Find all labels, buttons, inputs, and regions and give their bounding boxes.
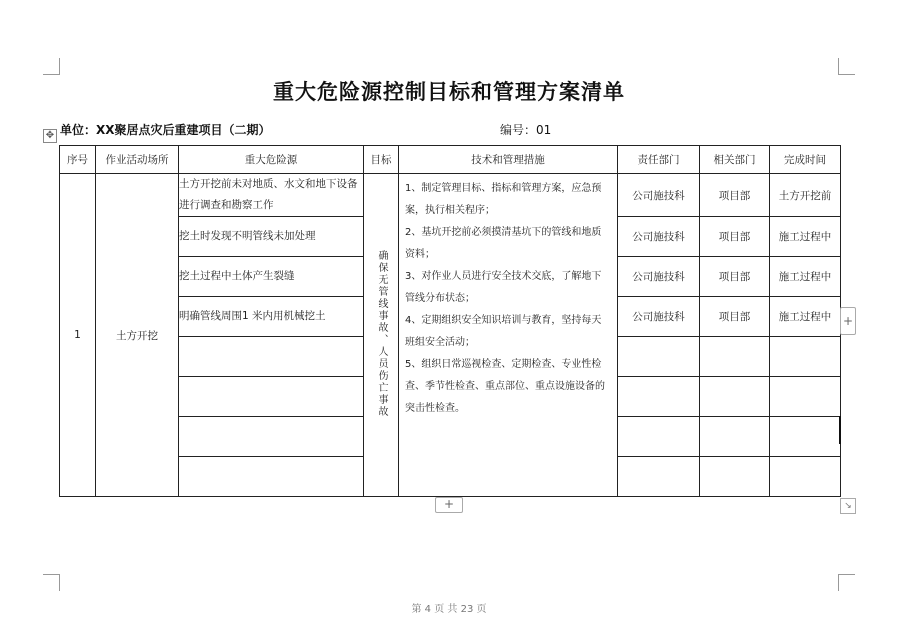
page-corner-mark-top-left (43, 58, 60, 75)
table-resize-handle-icon[interactable]: ↘ (840, 498, 856, 514)
completion-time-cell[interactable]: 施工过程中 (770, 257, 841, 297)
page-corner-mark-bottom-left (43, 574, 60, 591)
page-number: 第 4 页 共 23 页 (411, 604, 487, 615)
table-move-handle-icon[interactable]: ✥ (43, 129, 57, 143)
seq-cell[interactable]: 1 (60, 174, 96, 497)
hazard-cell[interactable]: 土方开挖前未对地质、水文和地下设备进行调查和勘察工作 (179, 174, 364, 217)
unit-label: 单位：XX聚居点灾后重建项目（二期） (60, 123, 271, 137)
target-text: 确保无管线事故、人员伤亡事故 (376, 249, 387, 418)
measure-item: 3、对作业人员进行安全技术交底，了解地下管线分布状态； (405, 271, 602, 304)
related-dept-cell-empty[interactable] (700, 417, 770, 457)
header-measures: 技术和管理措施 (399, 146, 618, 174)
responsible-dept-cell-empty[interactable] (618, 417, 700, 457)
measures-cell[interactable] (399, 174, 618, 497)
hazard-cell-empty[interactable] (179, 377, 364, 417)
hazard-cell[interactable]: 挖土过程中土体产生裂缝 (179, 257, 364, 297)
completion-time-cell[interactable]: 施工过程中 (770, 217, 841, 257)
activity-cell[interactable]: 土方开挖 (96, 174, 179, 497)
measure-item: 2、基坑开挖前必须摸清基坑下的管线和地质资料； (405, 227, 602, 260)
related-dept-cell[interactable]: 项目部 (700, 174, 770, 217)
page-corner-mark-bottom-right (838, 574, 855, 591)
code-label: 编号：01 (500, 123, 552, 137)
responsible-dept-cell[interactable]: 公司施技科 (618, 297, 700, 337)
measure-item: 5、组织日常巡视检查、定期检查、专业性检查、季节性检查、重点部位、重点设施设备的突击性检查。 (405, 359, 605, 414)
responsible-dept-cell-empty[interactable] (618, 457, 700, 497)
hazard-cell-empty[interactable] (179, 457, 364, 497)
responsible-dept-cell[interactable]: 公司施技科 (618, 174, 700, 217)
table-header-row (60, 146, 841, 174)
related-dept-cell-empty[interactable] (700, 457, 770, 497)
add-column-button[interactable]: + (840, 307, 856, 335)
completion-time-cell-empty[interactable] (770, 457, 841, 497)
page-corner-mark-top-right (838, 58, 855, 75)
header-activity: 作业活动场所 (96, 146, 179, 174)
hazard-cell-empty[interactable] (179, 337, 364, 377)
measure-item: 1、制定管理目标、指标和管理方案，应急预案，执行相关程序； (405, 183, 602, 216)
related-dept-cell-empty[interactable] (700, 337, 770, 377)
table-row (60, 174, 841, 217)
hazard-table (59, 145, 841, 497)
hazard-cell[interactable]: 挖土时发现不明管线未加处理 (179, 217, 364, 257)
completion-time-cell[interactable]: 施工过程中 (770, 297, 841, 337)
hazard-cell-empty[interactable] (179, 417, 364, 457)
measure-item: 4、定期组织安全知识培训与教育，坚持每天班组安全活动； (405, 315, 602, 348)
header-target: 目标 (364, 146, 399, 174)
related-dept-cell[interactable]: 项目部 (700, 217, 770, 257)
responsible-dept-cell[interactable]: 公司施技科 (618, 257, 700, 297)
responsible-dept-cell-empty[interactable] (618, 337, 700, 377)
related-dept-cell-empty[interactable] (700, 377, 770, 417)
related-dept-cell[interactable]: 项目部 (700, 257, 770, 297)
related-dept-cell[interactable]: 项目部 (700, 297, 770, 337)
hazard-cell[interactable]: 明确管线周围1 米内用机械挖土 (179, 297, 364, 337)
header-related-dept: 相关部门 (700, 146, 770, 174)
responsible-dept-cell-empty[interactable] (618, 377, 700, 417)
header-seq: 序号 (60, 146, 96, 174)
responsible-dept-cell[interactable]: 公司施技科 (618, 217, 700, 257)
completion-time-cell[interactable]: 土方开挖前 (770, 174, 841, 217)
header-responsible-dept: 责任部门 (618, 146, 700, 174)
text-cursor (839, 416, 841, 444)
completion-time-cell-empty[interactable] (770, 337, 841, 377)
target-cell[interactable] (364, 174, 399, 497)
completion-time-cell-empty[interactable] (770, 417, 841, 457)
completion-time-cell-empty[interactable] (770, 377, 841, 417)
document-title: 重大危险源控制目标和管理方案清单 (273, 80, 625, 104)
header-hazard: 重大危险源 (179, 146, 364, 174)
header-completion-time: 完成时间 (770, 146, 841, 174)
add-row-button[interactable]: + (435, 497, 463, 513)
